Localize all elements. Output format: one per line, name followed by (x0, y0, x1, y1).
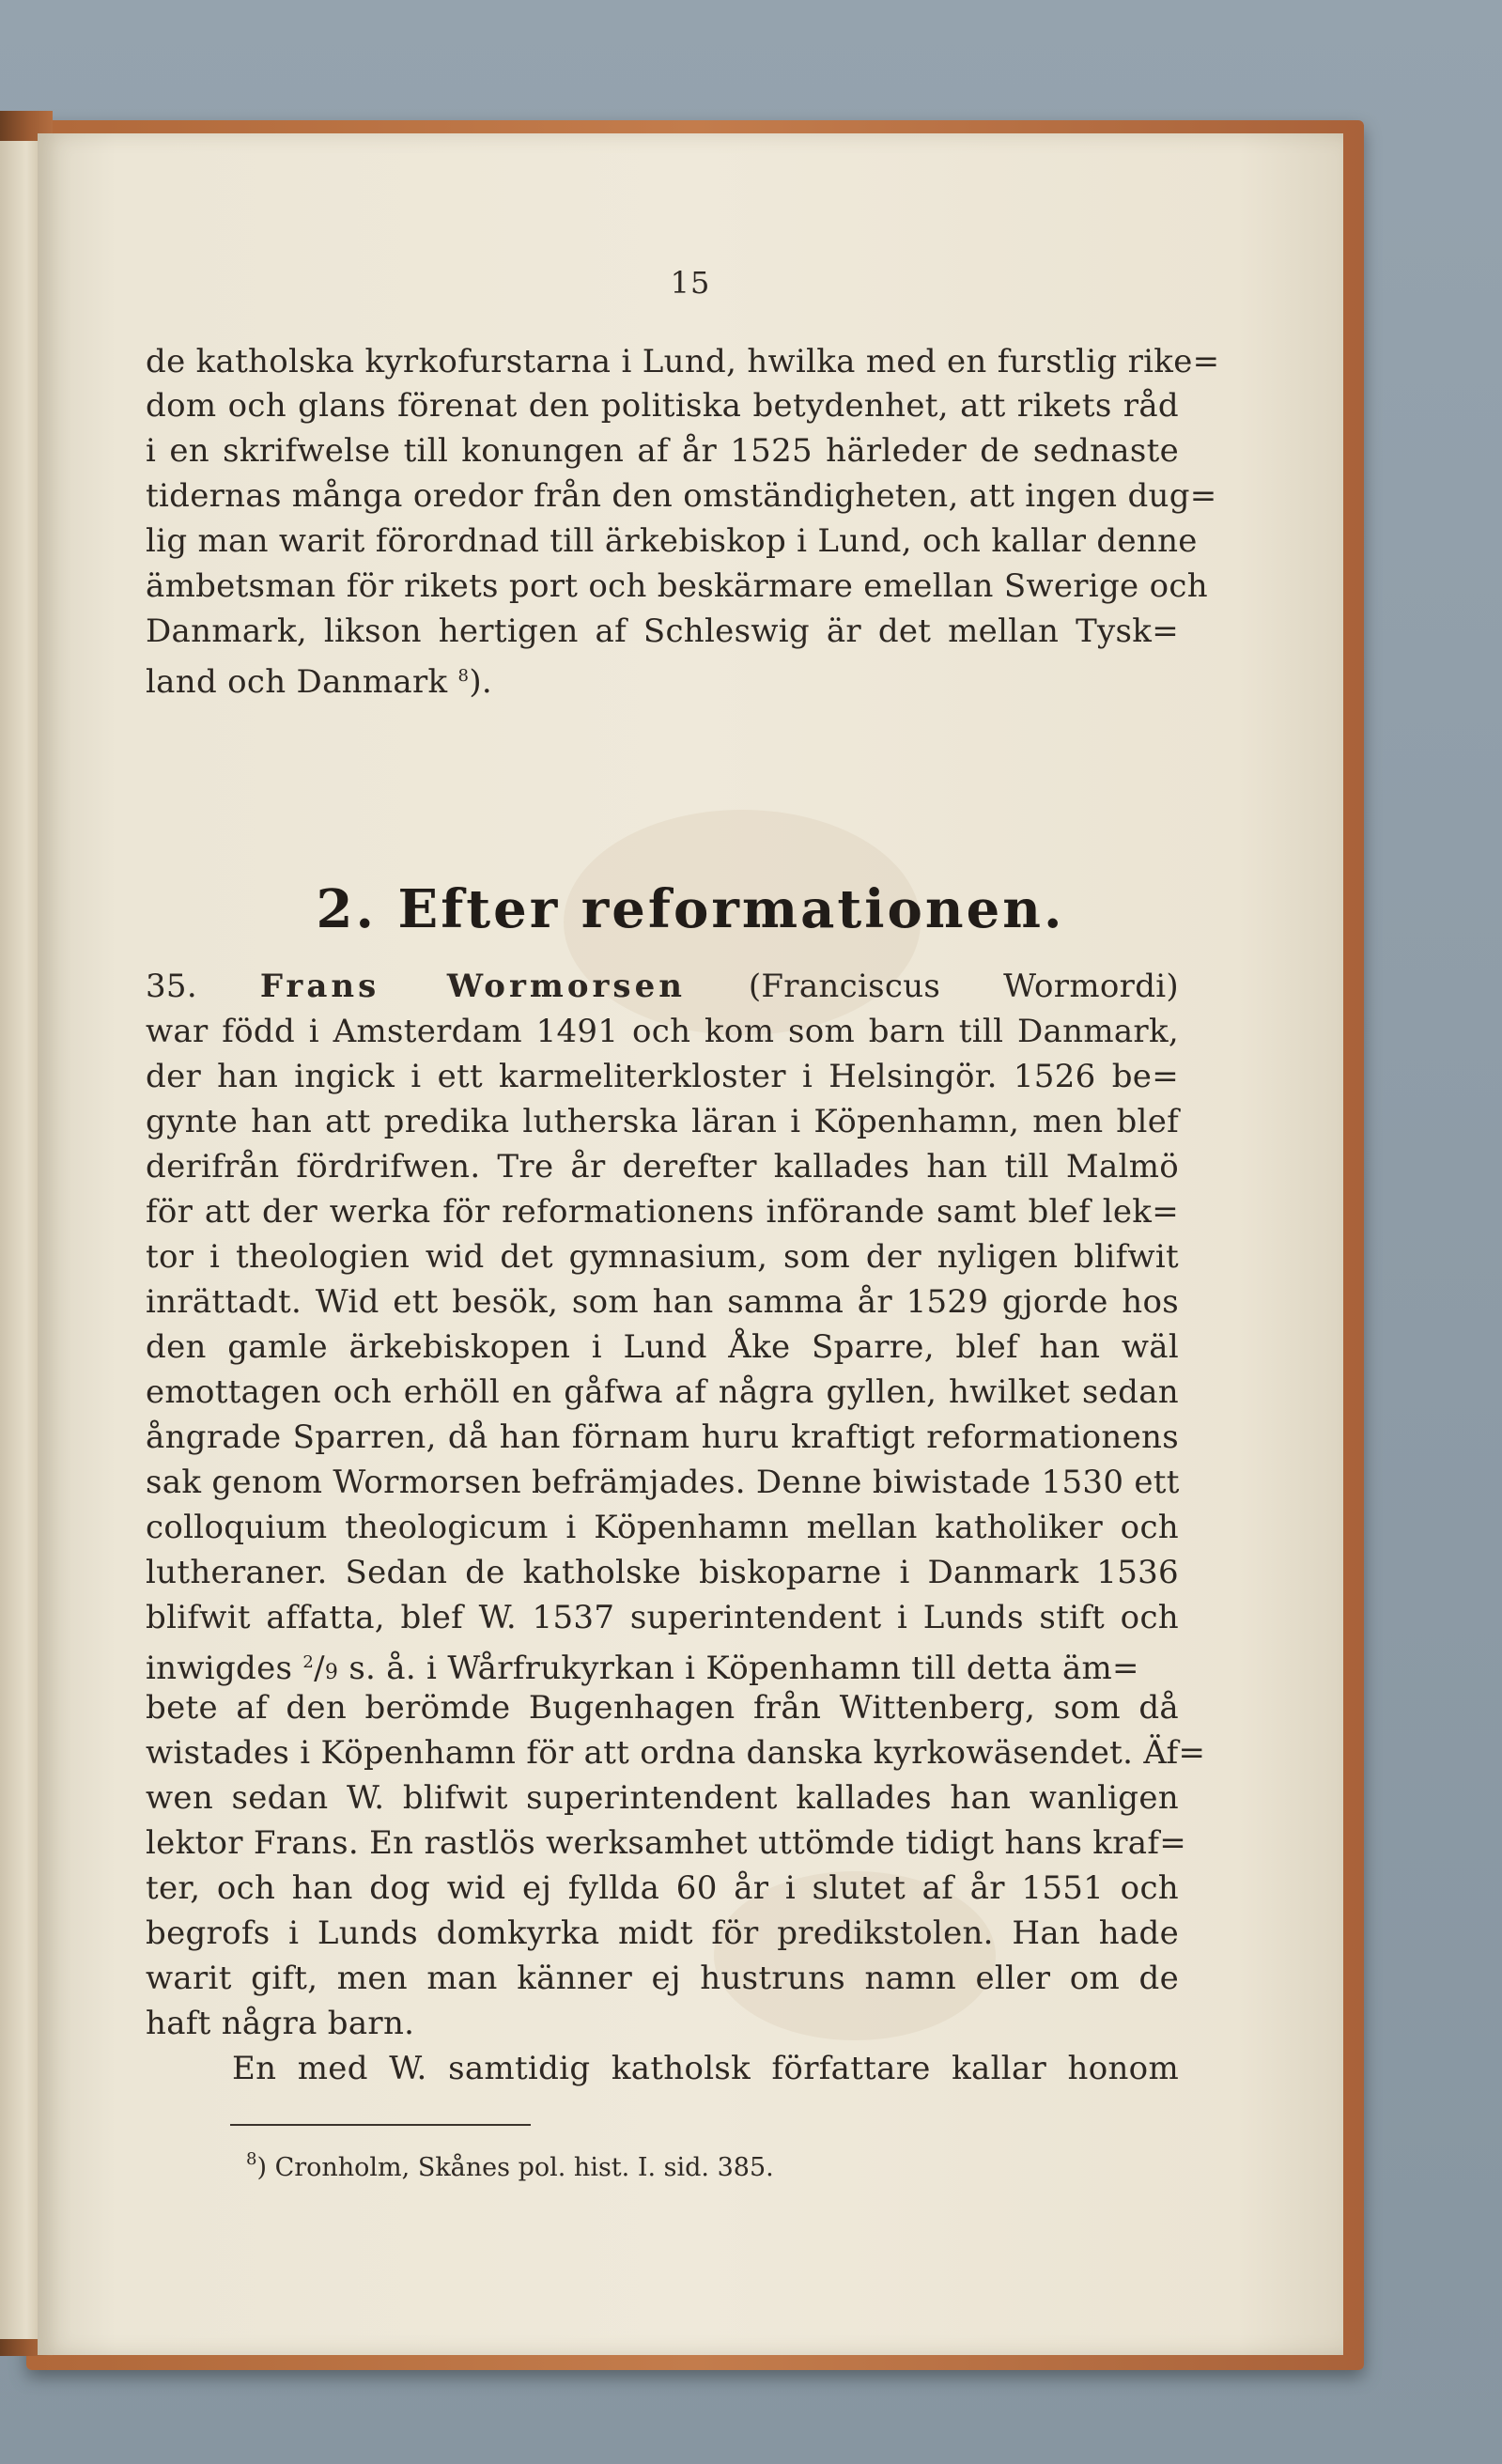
text-fragment: s. å. i Wårfrukyrkan i Köpenhamn till detta äm= (348, 1650, 1139, 1687)
text-line: i en skrifwelse till konungen af år 1525 härleder de sednaste (146, 432, 1179, 470)
footnote-mark: 8 (246, 2149, 257, 2169)
text-fragment: inwigdes (146, 1650, 293, 1687)
text-line: lutheraner. Sedan de katholske biskoparne i Danmark 1536 (146, 1554, 1179, 1591)
text-line: tidernas många oredor från den omständigheten, att ingen dug= (146, 477, 1217, 515)
page-number: 15 (670, 265, 711, 301)
footnote-text: ) Cronholm, Skånes pol. hist. I. sid. 385. (256, 2153, 774, 2182)
paragraph-number: 35. (146, 968, 197, 1005)
text-fragment: land och Danmark (146, 663, 448, 701)
text-fragment: ). (469, 663, 492, 701)
text-line: derifrån fördrifwen. Tre år derefter kallades han till Malmö (146, 1148, 1179, 1186)
text-line: de katholska kyrkofurstarna i Lund, hwilka med en furstlig rike= (146, 343, 1220, 380)
book-page (38, 133, 1343, 2355)
text-line: Danmark, likson hertigen af Schleswig är det mellan Tysk= (146, 612, 1179, 650)
text-line: begrofs i Lunds domkyrka midt för predikstolen. Han hade (146, 1914, 1179, 1952)
person-name: Frans Wormorsen (259, 968, 686, 1005)
text-line: En med W. samtidig katholsk författare kallar honom (232, 2050, 1179, 2087)
text-line: war född i Amsterdam 1491 och kom som barn till Danmark, (146, 1013, 1179, 1050)
text-line: inrättadt. Wid ett besök, som han samma år 1529 gjorde hos (146, 1283, 1179, 1321)
text-line: bete af den berömde Bugenhagen från Wittenberg, som då (146, 1689, 1179, 1727)
text-line: ämbetsman för rikets port och beskärmare emellan Swerige och (146, 567, 1208, 605)
text-line: wen sedan W. blifwit superintendent kallades han wanligen (146, 1779, 1179, 1817)
text-line: ter, och han dog wid ej fyllda 60 år i slutet af år 1551 och (146, 1869, 1179, 1907)
text-line: emottagen och erhöll en gåfwa af några gyllen, hwilket sedan (146, 1373, 1179, 1411)
text-line: der han ingick i ett karmeliterkloster i Helsingör. 1526 be= (146, 1058, 1179, 1095)
text-line: haft några barn. (146, 2005, 415, 2042)
text-line: den gamle ärkebiskopen i Lund Åke Sparre, blef han wäl (146, 1328, 1179, 1366)
text-line: lektor Frans. En rastlös werksamhet uttömde tidigt hans kraf= (146, 1824, 1187, 1862)
text-line: gynte han att predika lutherska läran i Köpenhamn, men blef (146, 1103, 1179, 1140)
text-line: för att der werka för reformationens införande samt blef lek= (146, 1193, 1179, 1231)
footnote-divider (230, 2124, 531, 2126)
text-line: blifwit affatta, blef W. 1537 superintendent i Lunds stift och (146, 1599, 1179, 1636)
text-line: ångrade Sparren, då han förnam huru kraftigt reformationens (146, 1418, 1179, 1456)
text-line: lig man warit förordnad till ärkebiskop i Lund, och kallar denne (146, 522, 1198, 560)
footnote (246, 2141, 1092, 2187)
text-line: warit gift, men man känner ej hustruns namn eller om de (146, 1960, 1179, 1997)
fraction-numerator: 2 (302, 1652, 315, 1672)
text-line (146, 653, 1179, 705)
text-line (146, 963, 1179, 1010)
text-line: sak genom Wormorsen befrämjades. Denne biwistade 1530 ett (146, 1464, 1180, 1501)
footnote-reference: 8 (457, 666, 470, 686)
section-heading: 2. Efter reformationen. (316, 878, 1065, 940)
text-line: colloquium theologicum i Köpenhamn mellan katholiker och (146, 1509, 1179, 1546)
text-line: inwigdes $^2$/9 s. å. i Wårfrukyrkan i Köpenhamn till detta äm= (146, 1650, 1139, 1687)
text-line: tor i theologien wid det gymnasium, som der nyligen blifwit (146, 1238, 1179, 1276)
text-line: dom och glans förenat den politiska betydenhet, att rikets råd (146, 387, 1179, 425)
latin-name: (Franciscus Wormordi) (748, 968, 1179, 1005)
fraction-denominator: 9 (324, 1661, 339, 1684)
text-line: wistades i Köpenhamn för att ordna danska kyrkowäsendet. Äf= (146, 1734, 1206, 1772)
left-page-edge (0, 141, 38, 2339)
